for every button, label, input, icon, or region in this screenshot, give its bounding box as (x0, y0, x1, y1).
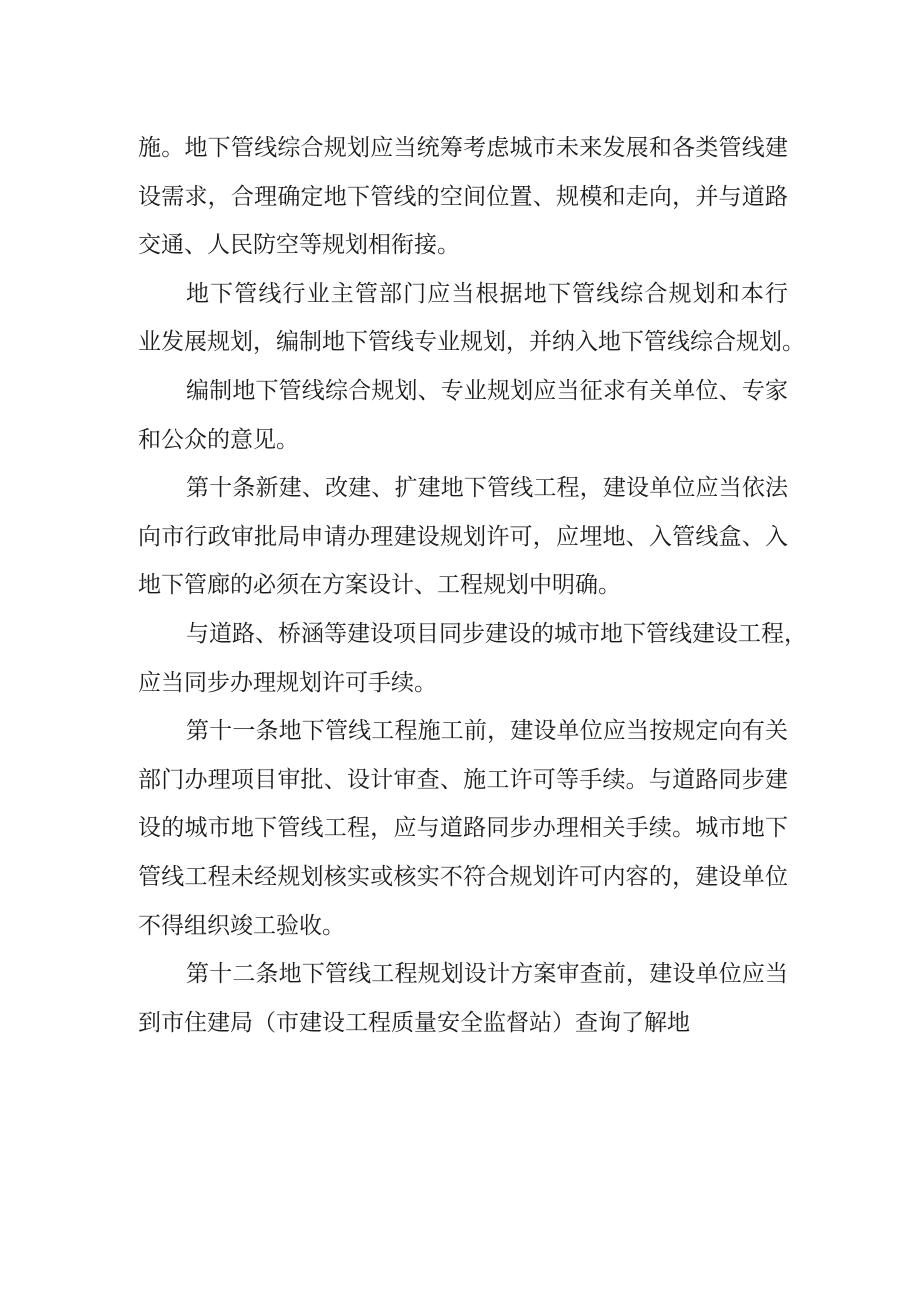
text-line: 地下管廊的必须在方案设计、工程规划中明确。 (138, 572, 621, 599)
text-line: 设的城市地下管线工程，应与道路同步办理相关手续。城市地下 (138, 815, 788, 842)
document-body (138, 124, 807, 1047)
text-line: 不得组织竣工验收。 (138, 912, 345, 939)
text-line: 交通、人民防空等规划相衔接。 (138, 232, 460, 259)
text-line: 编制地下管线综合规划、专业规划应当征求有关单位、专家 (186, 377, 788, 404)
text-line: 和公众的意见。 (138, 426, 299, 453)
paragraph-1 (138, 124, 788, 270)
paragraph-article-11 (138, 707, 788, 950)
text-line: 到市住建局（市建设工程质量安全监督站）查询了解地 (138, 1009, 690, 1036)
text-line: 业发展规划，编制地下管线专业规划，并纳入地下管线综合规划。 (138, 329, 805, 356)
text-line: 设需求，合理确定地下管线的空间位置、规模和走向，并与道路 (138, 183, 788, 210)
paragraph-5 (138, 610, 807, 707)
text-line: 施。地下管线综合规划应当统筹考虑城市未来发展和各类管线建 (138, 135, 788, 161)
text-line: 第十二条地下管线工程规划设计方案审查前，建设单位应当 (186, 961, 788, 988)
text-line: 部门办理项目审批、设计审查、施工许可等手续。与道路同步建 (138, 766, 788, 793)
paragraph-article-12 (138, 950, 788, 1047)
paragraph-article-10 (138, 464, 788, 610)
text-line: 地下管线行业主管部门应当根据地下管线综合规划和本行 (186, 280, 788, 307)
text-line: 与道路、桥涵等建设项目同步建设的城市地下管线建设工程， (186, 620, 807, 647)
text-line: 第十一条地下管线工程施工前，建设单位应当按规定向有关 (186, 718, 788, 745)
text-line: 管线工程未经规划核实或核实不符合规划许可内容的，建设单位 (138, 863, 788, 890)
text-line: 第十条新建、改建、扩建地下管线工程，建设单位应当依法 (186, 475, 788, 502)
text-line: 向市行政审批局申请办理建设规划许可，应埋地、入管线盒、入 (138, 523, 788, 550)
paragraph-2 (138, 270, 805, 367)
text-line: 应当同步办理规划许可手续。 (138, 669, 437, 696)
paragraph-3 (138, 367, 788, 464)
